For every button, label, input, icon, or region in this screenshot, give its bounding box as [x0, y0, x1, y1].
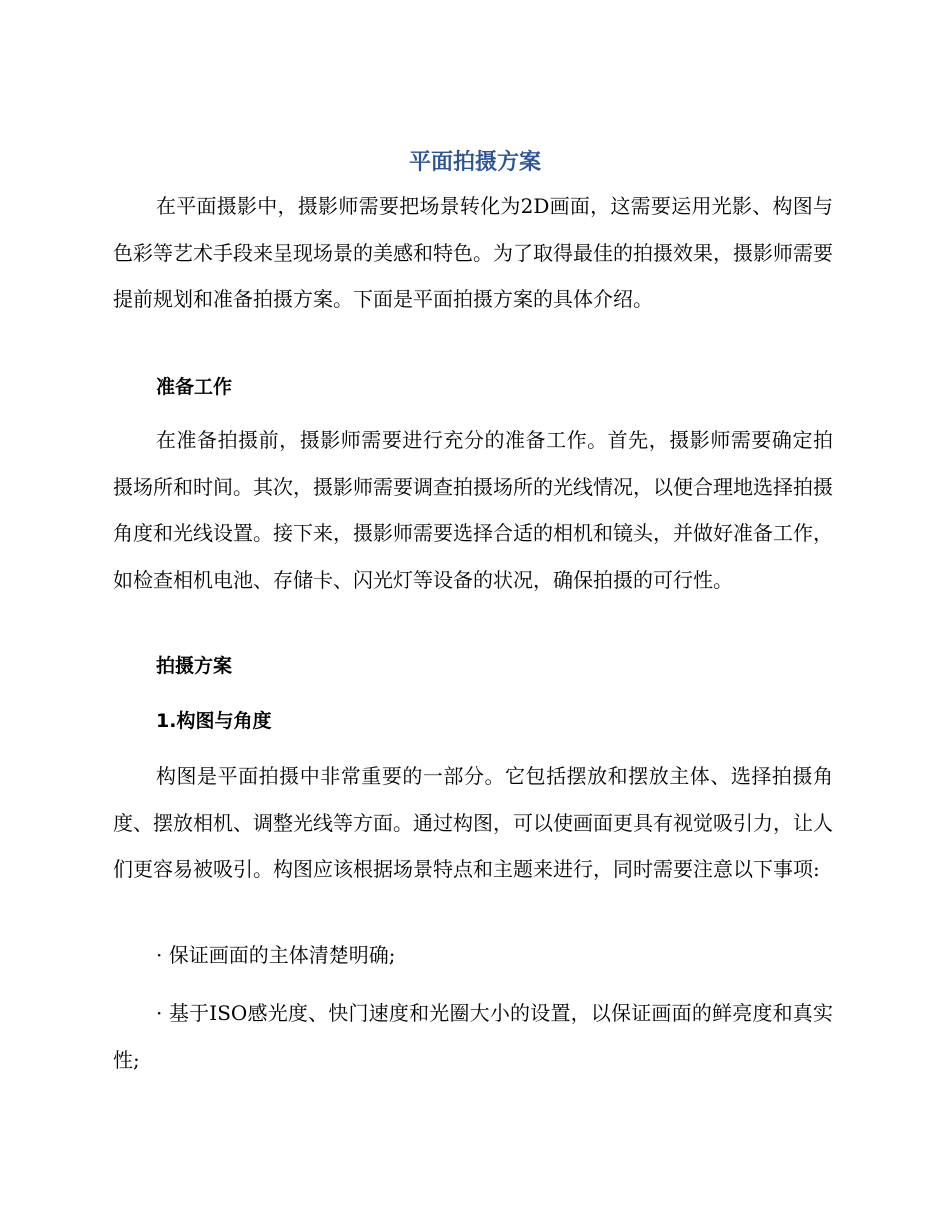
intro-paragraph: 在平面摄影中，摄影师需要把场景转化为2D画面，这需要运用光影、构图与色彩等艺术手段来呈现场景的美感和特色。为了取得最佳的拍摄效果，摄影师需要提前规划和准备拍摄方案。下面是平面拍摄方案的具体介绍。	[113, 194, 833, 311]
section-heading-shooting-plan: 拍摄方案	[156, 655, 233, 677]
subheading-composition-angle: 1.构图与角度	[156, 710, 272, 732]
bullet-item: · 基于ISO感光度、快门速度和光圈大小的设置，以保证画面的鲜亮度和真实性;	[113, 1001, 833, 1072]
composition-paragraph: 构图是平面拍摄中非常重要的一部分。它包括摆放和摆放主体、选择拍摄角度、摆放相机、调整光线等方面。通过构图，可以使画面更具有视觉吸引力，让人们更容易被吸引。构图应该根据场景特点和主题来进行，同时需要注意以下事项:	[113, 764, 833, 881]
document-title: 平面拍摄方案	[408, 150, 541, 175]
preparation-paragraph: 在准备拍摄前，摄影师需要进行充分的准备工作。首先，摄影师需要确定拍摄场所和时间。其次，摄影师需要调查拍摄场所的光线情况，以便合理地选择拍摄角度和光线设置。接下来，摄影师需要选择合适的相机和镜头，并做好准备工作，如检查相机电池、存储卡、闪光灯等设备的状况，确保拍摄的可行性。	[113, 428, 833, 592]
section-heading-preparation: 准备工作	[156, 376, 233, 398]
bullet-item: · 保证画面的主体清楚明确;	[156, 943, 396, 967]
